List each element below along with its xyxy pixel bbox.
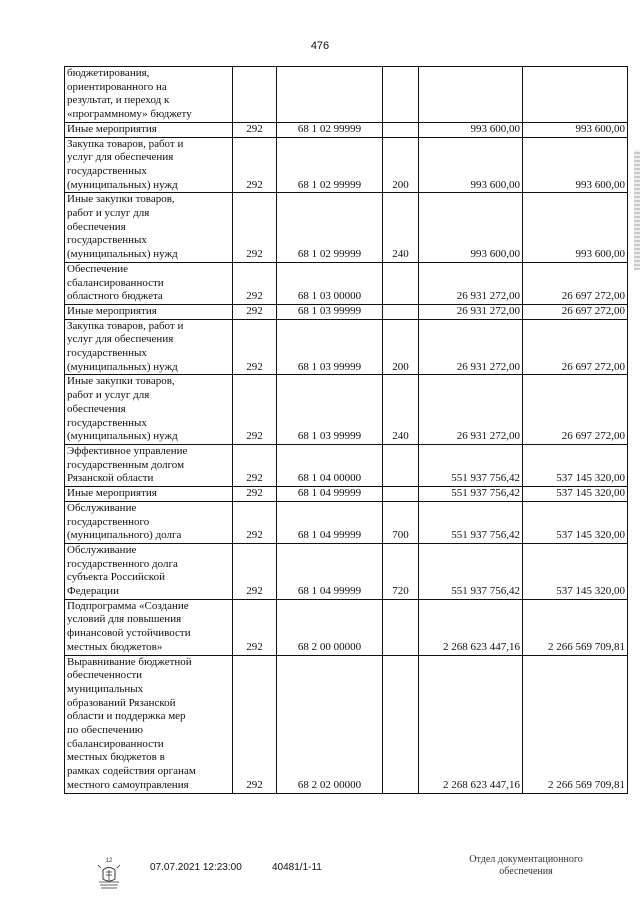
row-csr: 68 1 03 00000 — [277, 262, 383, 304]
row-sum-2022: 26 931 272,00 — [419, 304, 523, 319]
row-vr — [383, 262, 419, 304]
row-vr — [383, 122, 419, 137]
row-sum-2022: 993 600,00 — [419, 137, 523, 193]
row-code: 292 — [233, 262, 277, 304]
seal-number: 12 — [105, 858, 113, 864]
row-sum-2022: 26 931 272,00 — [419, 375, 523, 445]
row-name: Подпрограмма «Создание условий для повышения финансовой устойчивости местных бюджетов» — [65, 599, 233, 655]
row-name: Обеспечение сбалансированности областного бюджета — [65, 262, 233, 304]
row-csr: 68 1 02 99999 — [277, 193, 383, 263]
row-sum-2022: 551 937 756,42 — [419, 501, 523, 543]
row-name: Эффективное управление государственным долгом Рязанской области — [65, 444, 233, 486]
row-sum-2023: 537 145 320,00 — [523, 501, 628, 543]
row-vr — [383, 599, 419, 655]
row-sum-2023: 537 145 320,00 — [523, 487, 628, 502]
table-row — [65, 137, 628, 193]
row-sum-2022 — [419, 67, 523, 123]
row-sum-2022: 551 937 756,42 — [419, 543, 523, 599]
table-row — [65, 304, 628, 319]
footer-department-stamp — [446, 854, 606, 878]
row-code: 292 — [233, 375, 277, 445]
row-vr — [383, 67, 419, 123]
table-row — [65, 122, 628, 137]
row-csr: 68 1 04 00000 — [277, 444, 383, 486]
row-sum-2023: 26 697 272,00 — [523, 304, 628, 319]
row-sum-2022: 26 931 272,00 — [419, 319, 523, 375]
row-name: бюджетирования, ориентированного на результат, и переход к «программному» бюджету — [65, 67, 233, 123]
scan-edge-artifact — [634, 150, 640, 270]
row-code: 292 — [233, 193, 277, 263]
table-row — [65, 444, 628, 486]
row-sum-2023: 537 145 320,00 — [523, 543, 628, 599]
row-code: 292 — [233, 501, 277, 543]
row-sum-2023: 537 145 320,00 — [523, 444, 628, 486]
row-code: 292 — [233, 655, 277, 793]
row-name: Иные закупки товаров, работ и услуг для обеспечения государственных (муниципальных) нужд — [65, 375, 233, 445]
table-row — [65, 262, 628, 304]
row-code: 292 — [233, 319, 277, 375]
row-csr: 68 2 00 00000 — [277, 599, 383, 655]
row-sum-2022: 993 600,00 — [419, 122, 523, 137]
table-row — [65, 375, 628, 445]
row-name: Иные закупки товаров, работ и услуг для обеспечения государственных (муниципальных) нужд — [65, 193, 233, 263]
row-csr: 68 1 03 99999 — [277, 304, 383, 319]
row-sum-2022: 26 931 272,00 — [419, 262, 523, 304]
table-row — [65, 193, 628, 263]
row-code: 292 — [233, 543, 277, 599]
table-row — [65, 487, 628, 502]
row-csr — [277, 67, 383, 123]
row-code: 292 — [233, 487, 277, 502]
row-code: 292 — [233, 304, 277, 319]
table-row — [65, 319, 628, 375]
row-code: 292 — [233, 444, 277, 486]
row-vr: 200 — [383, 319, 419, 375]
row-name: Выравнивание бюджетной обеспеченности муниципальных образований Рязанской области и поддержка мер по обеспечению сбалансированности местных бюджетов в рамках содействия органам местного самоуправления — [65, 655, 233, 793]
row-csr: 68 1 04 99999 — [277, 487, 383, 502]
footer-doc-number: 40481/1-11 — [272, 862, 322, 873]
row-vr — [383, 487, 419, 502]
row-sum-2023: 2 266 569 709,81 — [523, 599, 628, 655]
page-footer — [0, 852, 640, 902]
row-vr: 720 — [383, 543, 419, 599]
row-sum-2023: 26 697 272,00 — [523, 375, 628, 445]
row-vr: 700 — [383, 501, 419, 543]
row-sum-2023: 2 266 569 709,81 — [523, 655, 628, 793]
row-sum-2023: 993 600,00 — [523, 193, 628, 263]
row-csr: 68 2 02 00000 — [277, 655, 383, 793]
row-sum-2022: 993 600,00 — [419, 193, 523, 263]
row-vr: 240 — [383, 193, 419, 263]
row-sum-2023: 993 600,00 — [523, 137, 628, 193]
footer-dept-line2: обеспечения — [499, 866, 553, 877]
row-code: 292 — [233, 122, 277, 137]
row-vr: 200 — [383, 137, 419, 193]
row-sum-2023: 26 697 272,00 — [523, 319, 628, 375]
row-code: 292 — [233, 137, 277, 193]
row-sum-2023: 26 697 272,00 — [523, 262, 628, 304]
row-sum-2022: 2 268 623 447,16 — [419, 599, 523, 655]
row-vr — [383, 304, 419, 319]
row-name: Иные мероприятия — [65, 122, 233, 137]
table-row — [65, 67, 628, 123]
row-csr: 68 1 04 99999 — [277, 501, 383, 543]
row-name: Обслуживание государственного (муниципального) долга — [65, 501, 233, 543]
footer-dept-line1: Отдел документационного — [469, 854, 583, 865]
row-name: Закупка товаров, работ и услуг для обеспечения государственных (муниципальных) нужд — [65, 319, 233, 375]
row-sum-2022: 551 937 756,42 — [419, 444, 523, 486]
coat-of-arms-seal-icon — [94, 856, 124, 890]
table-row — [65, 655, 628, 793]
row-name: Иные мероприятия — [65, 487, 233, 502]
row-sum-2022: 2 268 623 447,16 — [419, 655, 523, 793]
row-code: 292 — [233, 599, 277, 655]
row-csr: 68 1 02 99999 — [277, 137, 383, 193]
row-code — [233, 67, 277, 123]
row-vr: 240 — [383, 375, 419, 445]
row-name: Обслуживание государственного долга субъекта Российской Федерации — [65, 543, 233, 599]
row-name: Иные мероприятия — [65, 304, 233, 319]
row-csr: 68 1 02 99999 — [277, 122, 383, 137]
row-csr: 68 1 03 99999 — [277, 319, 383, 375]
footer-date: 07.07.2021 12:23:00 — [150, 862, 242, 873]
row-csr: 68 1 03 99999 — [277, 375, 383, 445]
row-vr — [383, 655, 419, 793]
row-name: Закупка товаров, работ и услуг для обеспечения государственных (муниципальных) нужд — [65, 137, 233, 193]
page-number: 476 — [310, 40, 330, 52]
table-row — [65, 501, 628, 543]
row-sum-2022: 551 937 756,42 — [419, 487, 523, 502]
row-vr — [383, 444, 419, 486]
budget-table — [64, 66, 628, 794]
row-sum-2023: 993 600,00 — [523, 122, 628, 137]
table-body — [65, 67, 628, 794]
table-row — [65, 599, 628, 655]
row-csr: 68 1 04 99999 — [277, 543, 383, 599]
row-sum-2023 — [523, 67, 628, 123]
table-row — [65, 543, 628, 599]
